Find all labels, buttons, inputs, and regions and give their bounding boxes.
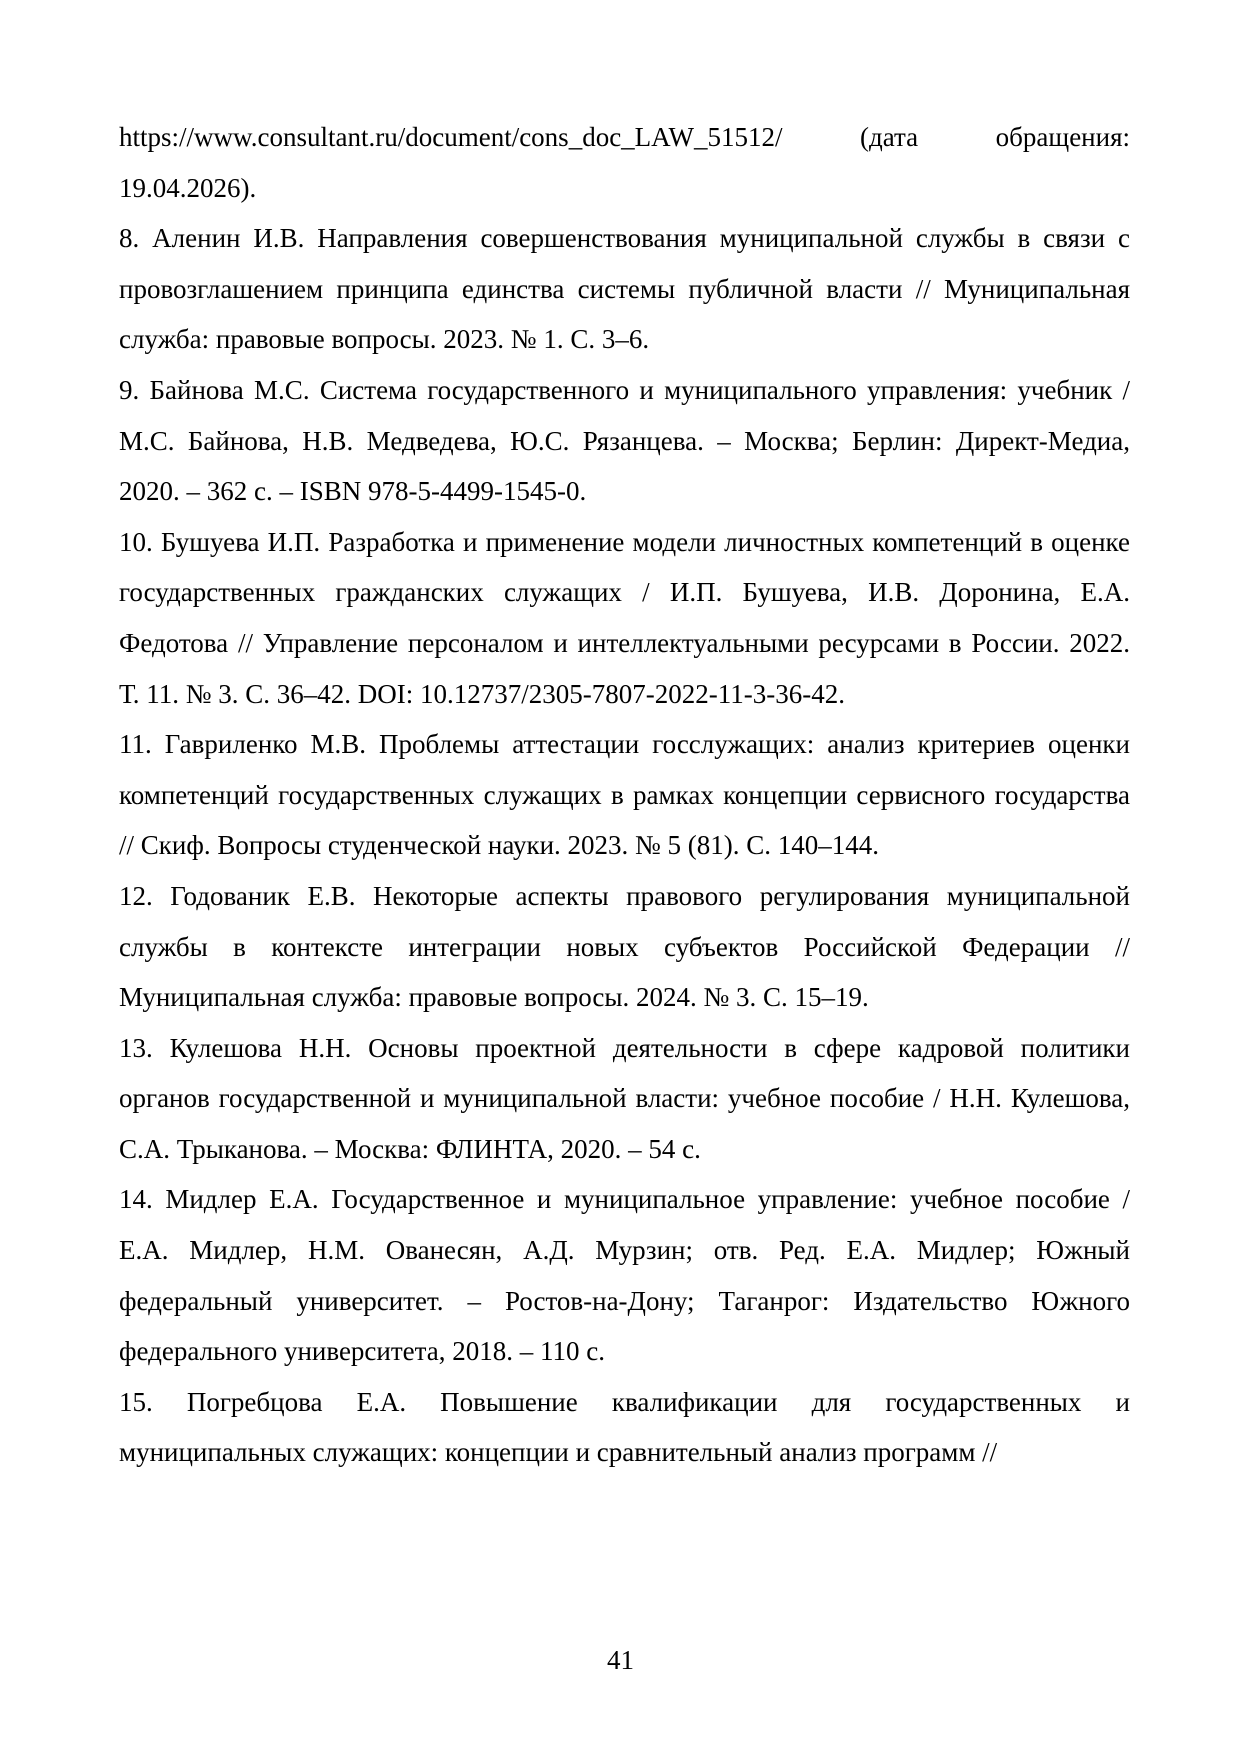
- reference-item-15: 15. Погребцова Е.А. Повышение квалификации для государственных и муниципальных служащих: концепции и сравнительный анализ программ //: [119, 1386, 1130, 1468]
- reference-item-14: 14. Мидлер Е.А. Государственное и муниципальное управление: учебное пособие / Е.А. Мидлер, Н.М. Ованесян, А.Д. Мурзин; отв. Ред. Е.А. Мидлер; Южный федеральный университет. – Ростов-на-Дону; Таганрог: Издательство Южного федерального университета, 2018. – 110 с.: [119, 1184, 1130, 1367]
- reference-item-8: 8. Аленин И.В. Направления совершенствования муниципальной службы в связи с провозглашением принципа единства системы публичной власти // Муниципальная служба: правовые вопросы. 2023. № 1. С. 3–6.: [119, 223, 1130, 355]
- reference-item-7-continuation: https://www.consultant.ru/document/cons_doc_LAW_51512/ (дата обращения: 19.04.2026).: [119, 122, 1130, 203]
- reference-item-9: 9. Байнова М.С. Система государственного и муниципального управления: учебник / М.С. Байнова, Н.В. Медведева, Ю.С. Рязанцева. – Москва; Берлин: Директ-Медиа, 2020. – 362 с. – ISBN 978-5-4499-1545-0.: [119, 374, 1130, 507]
- reference-item-12: 12. Годованик Е.В. Некоторые аспекты правового регулирования муниципальной службы в контексте интеграции новых субъектов Российской Федерации // Муниципальная служба: правовые вопросы. 2024. № 3. С. 15–19.: [119, 880, 1130, 1013]
- reference-item-13: 13. Кулешова Н.Н. Основы проектной деятельности в сфере кадровой политики органов государственной и муниципальной власти: учебное пособие / Н.Н. Кулешова, С.А. Трыканова. – Москва: ФЛИНТА, 2020. – 54 с.: [119, 1032, 1130, 1164]
- page-number: 41: [607, 1645, 634, 1675]
- reference-list: [119, 112, 1130, 1478]
- reference-item-11: 11. Гавриленко М.В. Проблемы аттестации госслужащих: анализ критериев оценки компетенций государственных служащих в рамках концепции сервисного государства // Скиф. Вопросы студенческой науки. 2023. № 5 (81). С. 140–144.: [119, 729, 1130, 861]
- reference-item-10: 10. Бушуева И.П. Разработка и применение модели личностных компетенций в оценке государственных гражданских служащих / И.П. Бушуева, И.В. Доронина, Е.А. Федотова // Управление персоналом и интеллектуальными ресурсами в России. 2022. Т. 11. № 3. С. 36–42. DOI: 10.12737/2305-7807-2022-11-3-36-42.: [119, 526, 1130, 709]
